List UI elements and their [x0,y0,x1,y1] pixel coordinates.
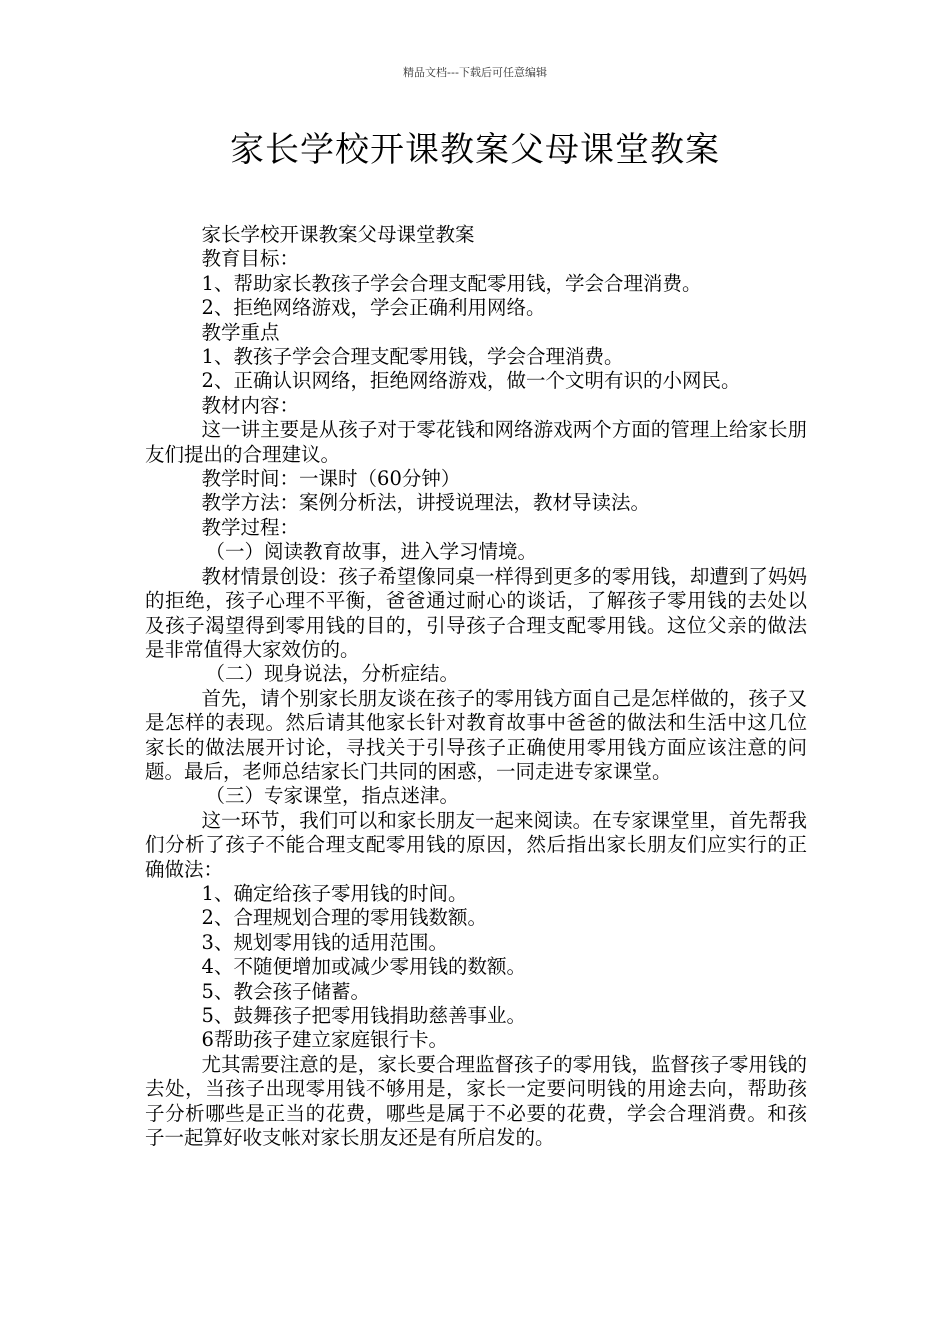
paragraph: 教学过程： [201,515,300,539]
paragraph: （一）阅读教育故事，进入学习情境。 [205,540,537,564]
paragraph: （三）专家课堂，指点迷津。 [205,784,459,808]
paragraph: 5、教会孩子储蓄。 [201,979,370,1003]
paragraph: 1、教孩子学会合理支配零用钱，学会合理消费。 [201,345,624,369]
paragraph: 教学方法：案例分析法，讲授说理法，教材导读法。 [201,491,651,515]
paragraph: 这一环节，我们可以和家长朋友一起来阅读。在专家课堂里，首先帮我们分析了孩子不能合理支配零用钱的原因，然后指出家长朋友们应实行的正确做法： [145,808,807,881]
paragraph: （二）现身说法，分析症结。 [205,662,459,686]
paragraph: 这一讲主要是从孩子对于零花钱和网络游戏两个方面的管理上给家长朋友们提出的合理建议。 [145,418,807,466]
paragraph: 教育目标： [201,247,300,271]
header-note: 精品文档---下载后可任意编辑 [403,66,547,79]
paragraph: 1、确定给孩子零用钱的时间。 [201,881,468,905]
paragraph: 家长学校开课教案父母课堂教案 [201,223,475,246]
document-title: 家长学校开课教案父母课堂教案 [230,130,720,170]
paragraph: 教材内容： [201,393,300,417]
paragraph: 2、合理规划合理的零用钱数额。 [201,906,487,930]
paragraph: 2、正确认识网络，拒绝网络游戏，做一个文明有识的小网民。 [201,369,741,393]
document-body [145,223,807,1150]
paragraph: 4、不随便增加或减少零用钱的数额。 [201,955,526,979]
paragraph: 教材情景创设：孩子希望像同桌一样得到更多的零用钱，却遭到了妈妈的拒绝，孩子心理不平衡，爸爸通过耐心的谈话，了解孩子零用钱的去处以及孩子渴望得到零用钱的目的，引导孩子合理支配零用钱。这位父亲的做法是非常值得大家效仿的。 [145,564,807,661]
paragraph: 教学时间：一课时（60分钟） [201,467,461,491]
paragraph: 2、拒绝网络游戏，学会正确利用网络。 [201,296,546,320]
paragraph: 首先，请个别家长朋友谈在孩子的零用钱方面自己是怎样做的，孩子又是怎样的表现。然后请其他家长针对教育故事中爸爸的做法和生活中这几位家长的做法展开讨论，寻找关于引导孩子正确使用零用钱方面应该注意的问题。最后，老师总结家长门共同的困惑，一同走进专家课堂。 [145,686,807,783]
paragraph: 尤其需要注意的是，家长要合理监督孩子的零用钱，监督孩子零用钱的去处，当孩子出现零用钱不够用是，家长一定要问明钱的用途去向，帮助孩子分析哪些是正当的花费，哪些是属于不必要的花费，学会合理消费。和孩子一起算好收支帐对家长朋友还是有所启发的。 [145,1052,807,1150]
paragraph: 教学重点 [201,320,280,344]
paragraph: 3、规划零用钱的适用范围。 [201,930,448,954]
paragraph: 6帮助孩子建立家庭银行卡。 [201,1028,448,1052]
paragraph: 5、鼓舞孩子把零用钱捐助慈善事业。 [201,1004,526,1027]
paragraph: 1、帮助家长教孩子学会合理支配零用钱，学会合理消费。 [201,271,702,295]
